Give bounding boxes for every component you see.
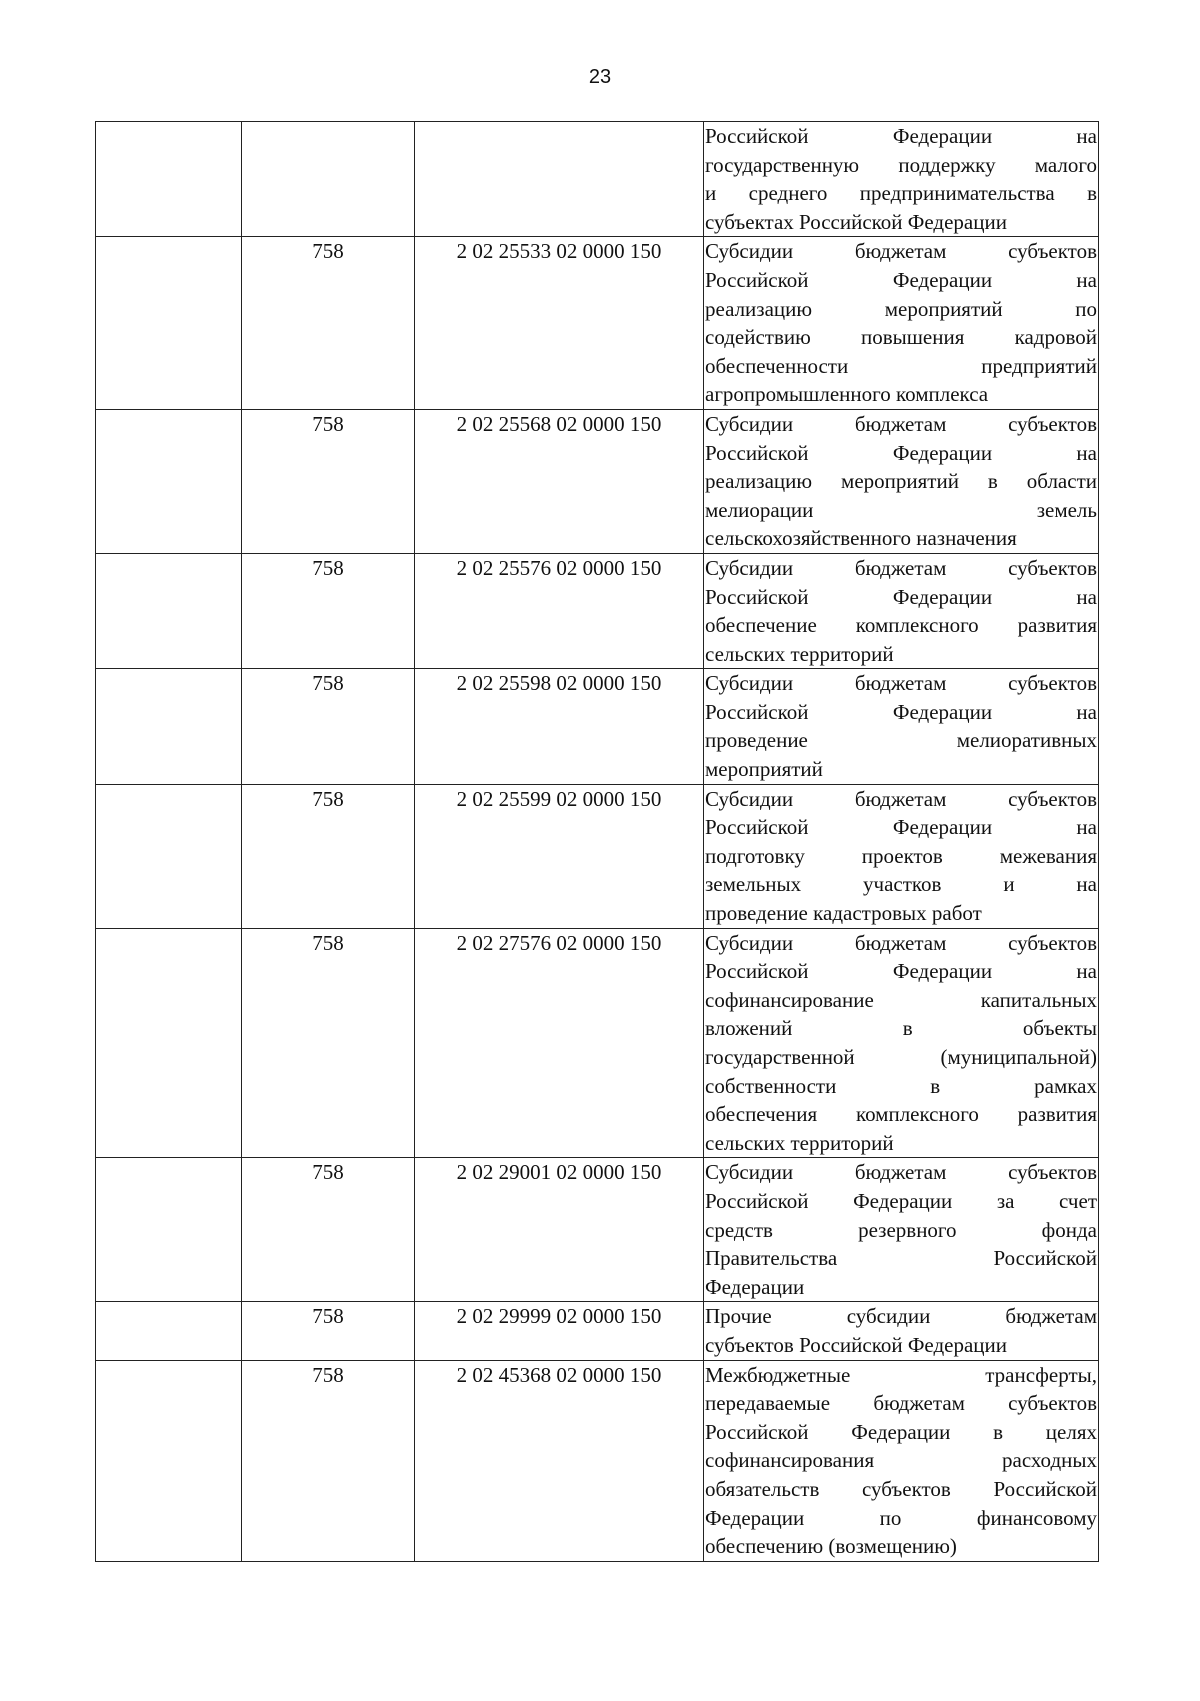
admin-code-cell bbox=[242, 122, 415, 237]
table-row bbox=[96, 669, 1099, 784]
budget-code-cell: 2 02 45368 02 0000 150 bbox=[415, 1360, 704, 1561]
income-name-line: Правительства Российской bbox=[705, 1246, 1097, 1271]
income-name-cell bbox=[704, 122, 1099, 237]
empty-cell bbox=[96, 928, 242, 1158]
budget-code-cell: 2 02 29999 02 0000 150 bbox=[415, 1302, 704, 1360]
budget-code-cell: 2 02 25568 02 0000 150 bbox=[415, 409, 704, 553]
empty-cell bbox=[96, 1360, 242, 1561]
income-name-line: Субсидии бюджетам субъектов bbox=[705, 239, 1097, 264]
income-name-line: и среднего предпринимательства в bbox=[705, 181, 1097, 206]
budget-code-cell: 2 02 25533 02 0000 150 bbox=[415, 237, 704, 410]
income-name-line: софинансирование капитальных bbox=[705, 987, 1097, 1012]
income-name-line: Субсидии бюджетам субъектов bbox=[705, 930, 1097, 955]
income-name-line: передаваемые бюджетам субъектов bbox=[705, 1391, 1097, 1416]
budget-code-cell bbox=[415, 122, 704, 237]
admin-code-cell: 758 bbox=[242, 669, 415, 784]
admin-code-cell: 758 bbox=[242, 553, 415, 668]
income-name-cell bbox=[704, 237, 1099, 410]
budget-code-cell: 2 02 29001 02 0000 150 bbox=[415, 1158, 704, 1302]
table-row bbox=[96, 928, 1099, 1158]
income-name-line: обеспечения комплексного развития bbox=[705, 1102, 1097, 1127]
income-name-line: Субсидии бюджетам субъектов bbox=[705, 786, 1097, 811]
income-name-cell bbox=[704, 409, 1099, 553]
income-name-line: содействию повышения кадровой bbox=[705, 325, 1097, 350]
income-name-line: софинансирования расходных bbox=[705, 1448, 1097, 1473]
income-name-line: реализацию мероприятий в области bbox=[705, 469, 1097, 494]
budget-code-cell: 2 02 25598 02 0000 150 bbox=[415, 669, 704, 784]
empty-cell bbox=[96, 784, 242, 928]
empty-cell bbox=[96, 1158, 242, 1302]
income-name-line: сельскохозяйственного назначения bbox=[705, 526, 1017, 551]
table-row bbox=[96, 237, 1099, 410]
income-name-cell bbox=[704, 784, 1099, 928]
empty-cell bbox=[96, 1302, 242, 1360]
income-name-cell bbox=[704, 553, 1099, 668]
income-name-line: Субсидии бюджетам субъектов bbox=[705, 555, 1097, 580]
table-row bbox=[96, 1158, 1099, 1302]
income-name-line: реализацию мероприятий по bbox=[705, 296, 1097, 321]
table-row bbox=[96, 409, 1099, 553]
budget-code-cell: 2 02 25576 02 0000 150 bbox=[415, 553, 704, 668]
income-name-line: Субсидии бюджетам субъектов bbox=[705, 1160, 1097, 1185]
income-name-line: собственности в рамках bbox=[705, 1073, 1097, 1098]
income-name-line: мероприятий bbox=[705, 757, 823, 782]
empty-cell bbox=[96, 122, 242, 237]
income-name-line: Федерации по финансовому bbox=[705, 1505, 1097, 1530]
table-row bbox=[96, 1360, 1099, 1561]
income-name-line: Субсидии бюджетам субъектов bbox=[705, 411, 1097, 436]
income-name-cell bbox=[704, 1360, 1099, 1561]
income-name-line: вложений в объекты bbox=[705, 1016, 1097, 1041]
table-row bbox=[96, 553, 1099, 668]
admin-code-cell: 758 bbox=[242, 1158, 415, 1302]
income-name-line: Российской Федерации за счет bbox=[705, 1188, 1097, 1213]
budget-codes-table bbox=[95, 121, 1099, 1562]
income-name-line: земельных участков и на bbox=[705, 872, 1097, 897]
income-name-line: мелиорации земель bbox=[705, 497, 1097, 522]
admin-code-cell: 758 bbox=[242, 1302, 415, 1360]
income-name-line: субъектов Российской Федерации bbox=[705, 1332, 1008, 1357]
income-name-line: обязательств субъектов Российской bbox=[705, 1476, 1097, 1501]
income-name-line: Российской Федерации на bbox=[705, 440, 1097, 465]
income-name-line: Субсидии бюджетам субъектов bbox=[705, 671, 1097, 696]
empty-cell bbox=[96, 553, 242, 668]
admin-code-cell: 758 bbox=[242, 928, 415, 1158]
income-name-line: Российской Федерации на bbox=[705, 959, 1097, 984]
admin-code-cell: 758 bbox=[242, 1360, 415, 1561]
empty-cell bbox=[96, 409, 242, 553]
empty-cell bbox=[96, 237, 242, 410]
income-name-line: обеспечение комплексного развития bbox=[705, 613, 1097, 638]
income-name-line: обеспечению (возмещению) bbox=[705, 1534, 957, 1559]
income-name-line: обеспеченности предприятий bbox=[705, 353, 1097, 378]
income-name-line: Российской Федерации на bbox=[705, 699, 1097, 724]
admin-code-cell: 758 bbox=[242, 409, 415, 553]
income-name-line: государственную поддержку малого bbox=[705, 152, 1097, 177]
income-name-cell bbox=[704, 1158, 1099, 1302]
income-name-line: Российской Федерации на bbox=[705, 584, 1097, 609]
admin-code-cell: 758 bbox=[242, 784, 415, 928]
table-body bbox=[96, 122, 1099, 1562]
income-name-line: государственной (муниципальной) bbox=[705, 1045, 1097, 1069]
table-row bbox=[96, 122, 1099, 237]
income-name-line: средств резервного фонда bbox=[705, 1217, 1097, 1242]
budget-code-cell: 2 02 25599 02 0000 150 bbox=[415, 784, 704, 928]
table-row bbox=[96, 1302, 1099, 1360]
admin-code-cell: 758 bbox=[242, 237, 415, 410]
income-name-cell bbox=[704, 928, 1099, 1158]
income-name-line: Российской Федерации на bbox=[705, 267, 1097, 292]
income-name-line: проведение кадастровых работ bbox=[705, 901, 982, 926]
page-number: 23 bbox=[588, 66, 612, 88]
income-name-line: субъектах Российской Федерации bbox=[705, 209, 1007, 234]
budget-code-cell: 2 02 27576 02 0000 150 bbox=[415, 928, 704, 1158]
income-name-line: сельских территорий bbox=[705, 1130, 894, 1155]
income-name-line: Российской Федерации на bbox=[705, 815, 1097, 840]
income-name-line: Межбюджетные трансферты, bbox=[705, 1362, 1097, 1387]
income-name-line: подготовку проектов межевания bbox=[705, 843, 1097, 868]
income-name-line: Российской Федерации на bbox=[705, 124, 1097, 148]
income-name-line: агропромышленного комплекса bbox=[705, 382, 989, 407]
income-name-line: проведение мелиоративных bbox=[705, 728, 1097, 753]
income-name-cell bbox=[704, 669, 1099, 784]
income-name-cell bbox=[704, 1302, 1099, 1360]
income-name-line: Федерации bbox=[705, 1274, 805, 1299]
income-name-line: Российской Федерации в целях bbox=[705, 1419, 1097, 1444]
empty-cell bbox=[96, 669, 242, 784]
table-row bbox=[96, 784, 1099, 928]
income-name-line: Прочие субсидии бюджетам bbox=[705, 1304, 1097, 1329]
income-name-line: сельских территорий bbox=[705, 641, 894, 666]
